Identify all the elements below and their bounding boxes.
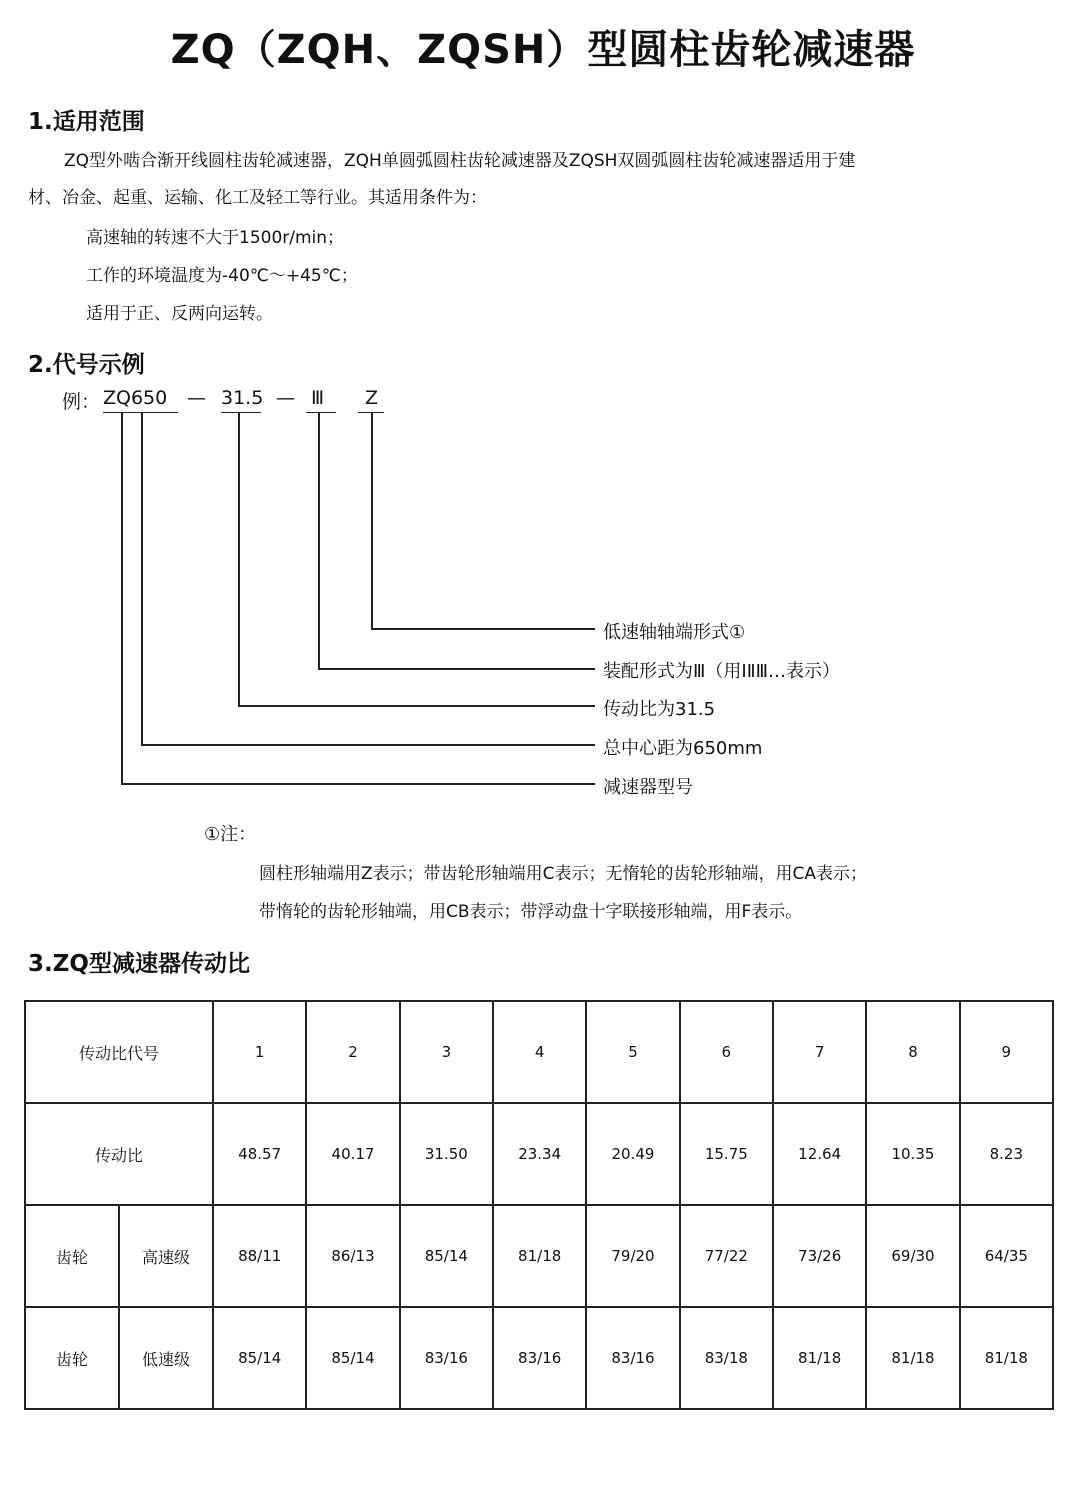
section2-heading: 2.代号示例 [28, 352, 145, 378]
code-dash-1: — [187, 387, 206, 409]
high-speed-cell: 81/18 [493, 1205, 586, 1307]
label-center-distance: 总中心距为650mm [603, 738, 763, 759]
code-cell: 6 [680, 1001, 773, 1103]
label-shaft-end-form: 低速轴轴端形式① [603, 622, 746, 643]
ratio-cell: 40.17 [306, 1103, 399, 1205]
note-title: ①注： [204, 824, 257, 845]
leader-shaft-end-horizontal [371, 628, 595, 630]
example-prefix: 例： [62, 391, 101, 413]
ratio-table [24, 1000, 1054, 1410]
code-cell: 1 [213, 1001, 306, 1103]
condition-rotation: 适用于正、反两向运转。 [86, 304, 273, 324]
leader-shaft-end-vertical [371, 413, 373, 629]
leader-center-distance-vertical [141, 413, 143, 745]
code-cell: 5 [586, 1001, 679, 1103]
low-speed-cell: 83/16 [586, 1307, 679, 1409]
leader-center-distance-horizontal [141, 744, 595, 746]
ratio-cell: 12.64 [773, 1103, 866, 1205]
row-label-gear: 齿轮 [25, 1205, 119, 1307]
code-cell: 4 [493, 1001, 586, 1103]
code-cell: 7 [773, 1001, 866, 1103]
section1-intro-line1: ZQ型外啮合渐开线圆柱齿轮减速器，ZQH单圆弧圆柱齿轮减速器及ZQSH双圆弧圆柱齿轮减速器适用于建 [64, 151, 856, 171]
code-cell: 3 [400, 1001, 493, 1103]
high-speed-cell: 79/20 [586, 1205, 679, 1307]
low-speed-cell: 83/16 [400, 1307, 493, 1409]
table-row-low-speed [25, 1307, 1053, 1409]
label-transmission-ratio: 传动比为31.5 [603, 699, 716, 720]
ratio-cell: 20.49 [586, 1103, 679, 1205]
low-speed-cell: 81/18 [960, 1307, 1053, 1409]
row-label-low-speed: 低速级 [119, 1307, 213, 1409]
row-label-high-speed: 高速级 [119, 1205, 213, 1307]
code-cell: 2 [306, 1001, 399, 1103]
underline-ratio [221, 412, 261, 413]
low-speed-cell: 81/18 [866, 1307, 959, 1409]
code-cell: 8 [866, 1001, 959, 1103]
low-speed-cell: 83/18 [680, 1307, 773, 1409]
table-row-ratios [25, 1103, 1053, 1205]
code-ratio: 31.5 [221, 387, 264, 409]
leader-model-horizontal [121, 783, 595, 785]
high-speed-cell: 85/14 [400, 1205, 493, 1307]
row-label-code: 传动比代号 [25, 1001, 213, 1103]
ratio-cell: 8.23 [960, 1103, 1053, 1205]
note-line1: 圆柱形轴端用Z表示；带齿轮形轴端用C表示；无惰轮的齿轮形轴端，用CA表示； [259, 864, 868, 884]
ratio-cell: 31.50 [400, 1103, 493, 1205]
high-speed-cell: 73/26 [773, 1205, 866, 1307]
code-assembly: Ⅲ [311, 387, 325, 409]
leader-ratio-vertical [238, 413, 240, 706]
note-line2: 带惰轮的齿轮形轴端，用CB表示；带浮动盘十字联接形轴端，用F表示。 [259, 902, 803, 922]
table-row-high-speed [25, 1205, 1053, 1307]
leader-assembly-vertical [318, 413, 320, 669]
section1-heading: 1.适用范围 [28, 109, 145, 135]
low-speed-cell: 85/14 [306, 1307, 399, 1409]
table-row-codes [25, 1001, 1053, 1103]
code-model: ZQ650 [103, 387, 168, 409]
section1-intro-line2: 材、冶金、起重、运输、化工及轻工等行业。其适用条件为： [28, 188, 487, 208]
high-speed-cell: 77/22 [680, 1205, 773, 1307]
low-speed-cell: 83/16 [493, 1307, 586, 1409]
high-speed-cell: 88/11 [213, 1205, 306, 1307]
leader-model-vertical [121, 413, 123, 784]
page-title: ZQ（ZQH、ZQSH）型圆柱齿轮减速器 [170, 27, 916, 73]
code-cell: 9 [960, 1001, 1053, 1103]
row-label-gear: 齿轮 [25, 1307, 119, 1409]
code-dash-2: — [276, 387, 295, 409]
high-speed-cell: 64/35 [960, 1205, 1053, 1307]
label-reducer-model: 减速器型号 [603, 777, 693, 798]
underline-assembly [306, 412, 336, 413]
code-shaft-end: Z [365, 387, 379, 409]
ratio-cell: 10.35 [866, 1103, 959, 1205]
condition-speed: 高速轴的转速不大于1500r/min； [86, 228, 345, 248]
ratio-cell: 48.57 [213, 1103, 306, 1205]
label-assembly-form: 装配形式为Ⅲ（用ⅠⅡⅢ…表示） [603, 661, 840, 682]
row-label-ratio: 传动比 [25, 1103, 213, 1205]
section3-heading: 3.ZQ型减速器传动比 [28, 951, 250, 977]
ratio-cell: 23.34 [493, 1103, 586, 1205]
low-speed-cell: 85/14 [213, 1307, 306, 1409]
leader-assembly-horizontal [318, 668, 595, 670]
condition-temperature: 工作的环境温度为-40℃～+45℃； [86, 266, 358, 286]
ratio-cell: 15.75 [680, 1103, 773, 1205]
high-speed-cell: 69/30 [866, 1205, 959, 1307]
low-speed-cell: 81/18 [773, 1307, 866, 1409]
leader-ratio-horizontal [238, 705, 595, 707]
high-speed-cell: 86/13 [306, 1205, 399, 1307]
